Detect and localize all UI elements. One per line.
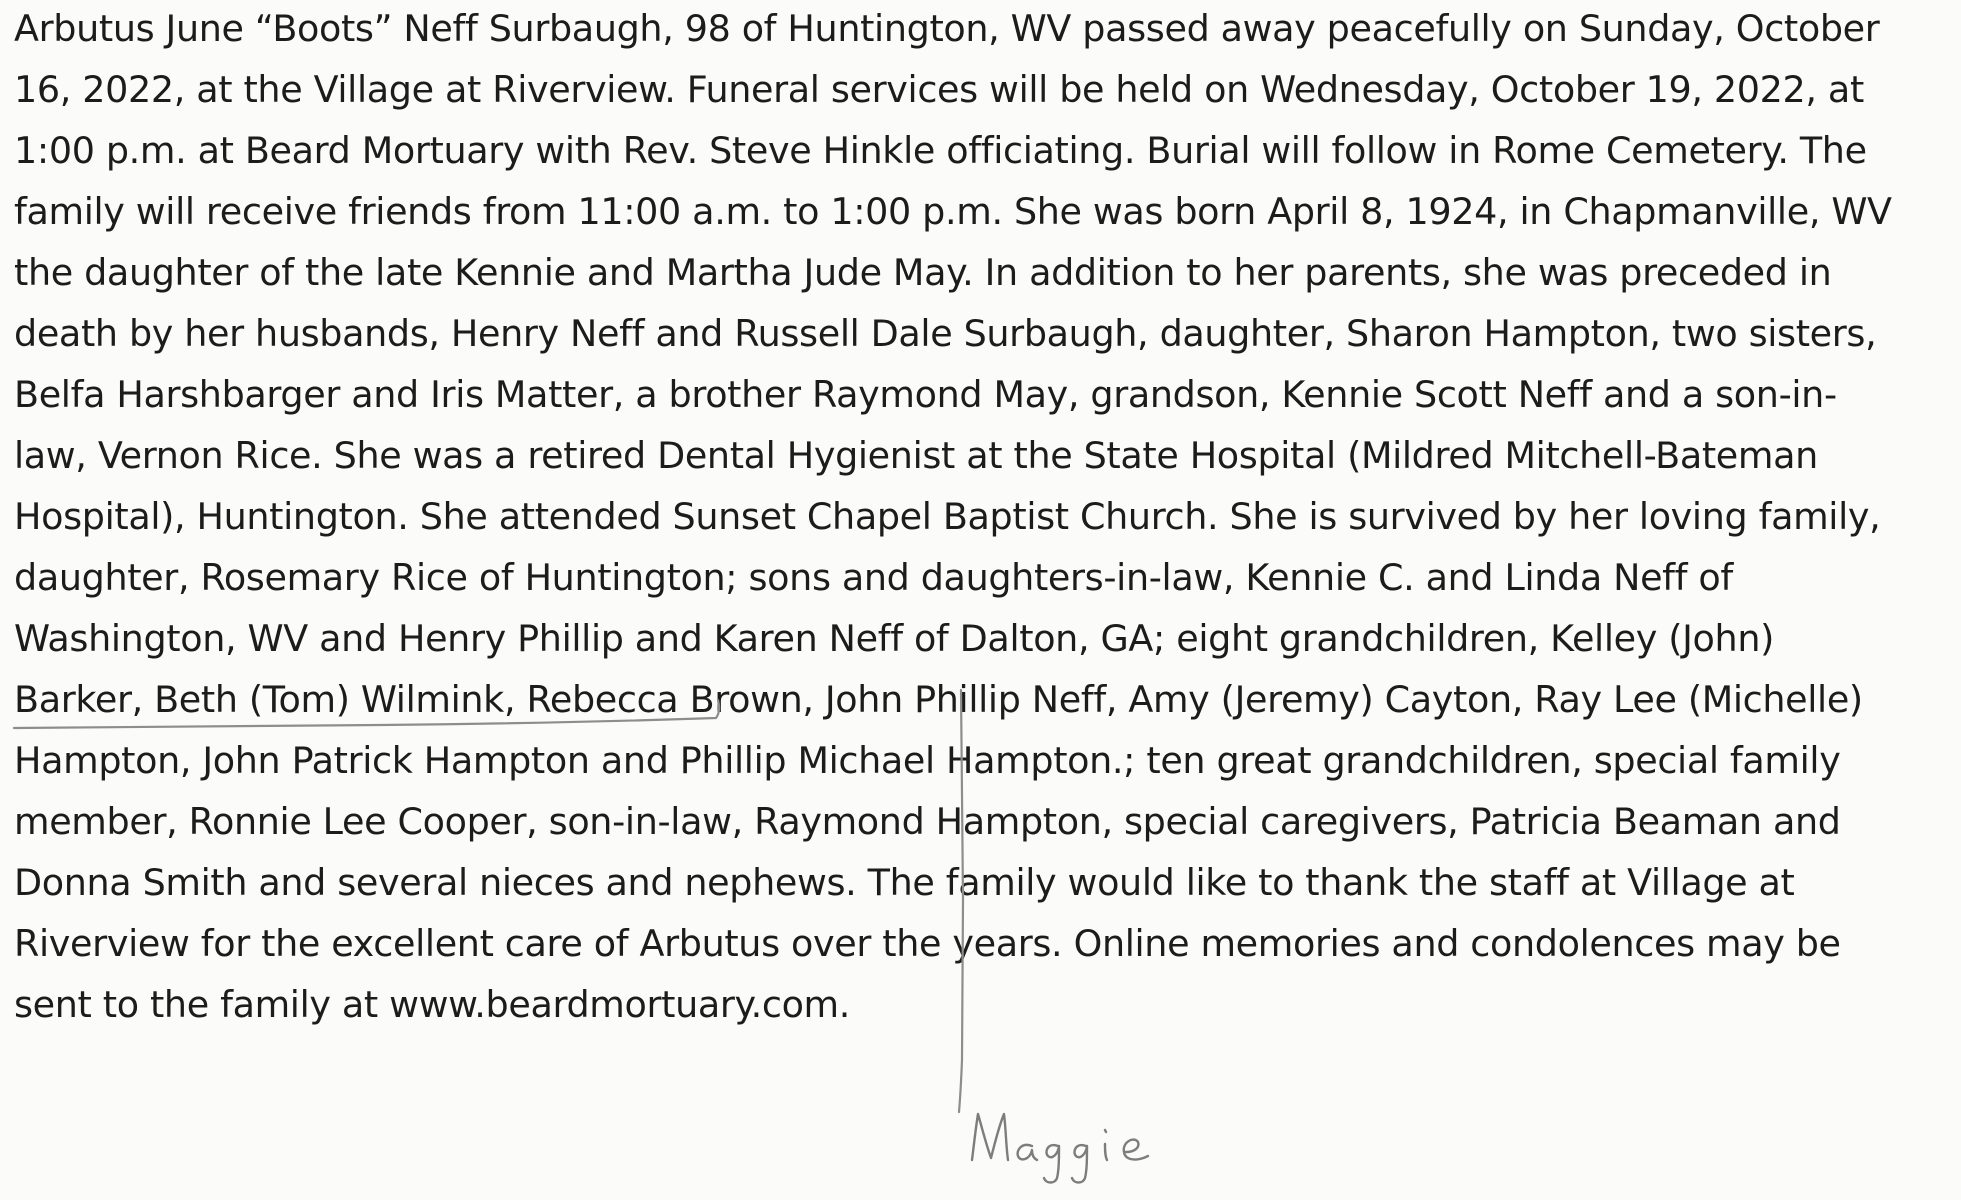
text-line: 1:00 p.m. at Beard Mortuary with Rev. Steve Hinkle officiating. Burial will follow in Rome Cemetery. The (14, 129, 1867, 172)
text-line: Arbutus June “Boots” Neff Surbaugh, 98 of Huntington, WV passed away peacefully on Sunday, October (14, 7, 1880, 50)
handwritten-signature (958, 1100, 1218, 1190)
text-line: sent to the family at www.beardmortuary.com. (14, 983, 851, 1026)
text-line: Donna Smith and several nieces and nephews. The family would like to thank the staff at Village at (14, 861, 1795, 904)
text-line: daughter, Rosemary Rice of Huntington; sons and daughters-in-law, Kennie C. and Linda Neff of (14, 556, 1733, 599)
text-line: Belfa Harshbarger and Iris Matter, a brother Raymond May, grandson, Kennie Scott Neff and a son-in- (14, 373, 1837, 416)
text-line: law, Vernon Rice. She was a retired Dental Hygienist at the State Hospital (Mildred Mitchell-Bateman (14, 434, 1818, 477)
text-line: Barker, Beth (Tom) Wilmink, Rebecca Brown, John Phillip Neff, Amy (Jeremy) Cayton, Ray Lee (Michelle) (14, 678, 1863, 721)
text-line: member, Ronnie Lee Cooper, son-in-law, Raymond Hampton, special caregivers, Patricia Beaman and (14, 800, 1841, 843)
text-line: Hospital), Huntington. She attended Sunset Chapel Baptist Church. She is survived by her loving family, (14, 495, 1881, 538)
text-line: Riverview for the excellent care of Arbutus over the years. Online memories and condolences may be (14, 922, 1841, 965)
text-line: Hampton, John Patrick Hampton and Phillip Michael Hampton.; ten great grandchildren, special family (14, 739, 1841, 782)
text-line: Washington, WV and Henry Phillip and Karen Neff of Dalton, GA; eight grandchildren, Kelley (John) (14, 617, 1774, 660)
text-line: family will receive friends from 11:00 a.m. to 1:00 p.m. She was born April 8, 1924, in Chapmanville, WV (14, 190, 1892, 233)
obituary-text (14, 0, 1954, 1035)
text-line: 16, 2022, at the Village at Riverview. Funeral services will be held on Wednesday, October 19, 2022, at (14, 68, 1864, 111)
text-line: the daughter of the late Kennie and Martha Jude May. In addition to her parents, she was preceded in (14, 251, 1832, 294)
text-line: death by her husbands, Henry Neff and Russell Dale Surbaugh, daughter, Sharon Hampton, two sisters, (14, 312, 1877, 355)
